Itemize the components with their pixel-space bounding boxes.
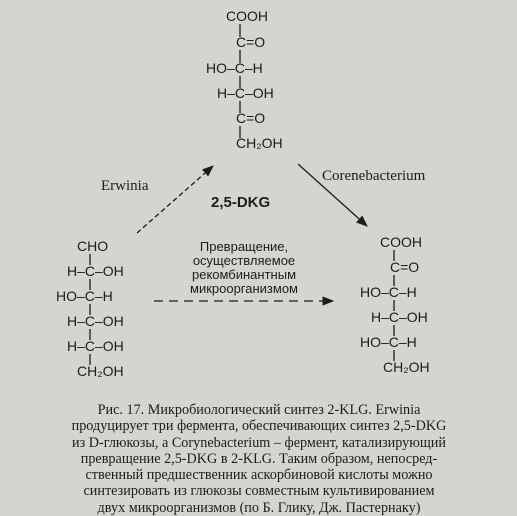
left-structure bbox=[56, 238, 124, 379]
top-line-2: HO–C–H bbox=[206, 60, 263, 76]
right-line-2: HO–C–H bbox=[360, 284, 417, 300]
arrow-to-2-5-dkg bbox=[137, 166, 213, 233]
left-line-4: H–C–OH bbox=[67, 338, 124, 354]
caption-line: превращение 2,5-DKG в 2-KLG. Таким образом, непосред- bbox=[80, 450, 438, 467]
left-line-3: H–C–OH bbox=[67, 313, 124, 329]
intermediate-label: 2,5-DKG bbox=[211, 194, 271, 211]
note-line-0: Превращение, bbox=[199, 239, 289, 254]
figure-caption bbox=[20, 402, 498, 516]
left-line-0: CHO bbox=[77, 238, 109, 254]
right-structure bbox=[360, 234, 430, 375]
right-line-3: H–C–OH bbox=[371, 309, 428, 325]
top-line-1: C=O bbox=[236, 34, 266, 50]
recombinant-note bbox=[190, 239, 298, 296]
top-line-5: CH₂OH bbox=[236, 135, 283, 151]
right-line-5: CH₂OH bbox=[383, 359, 430, 375]
note-line-2: рекомбинантным bbox=[191, 267, 297, 282]
note-line-1: осуществляемое bbox=[192, 253, 296, 268]
right-line-1: C=O bbox=[390, 259, 420, 275]
right-line-0: COOH bbox=[380, 234, 422, 250]
caption-line: из D-глюкозы, а Corynebacterium – фермент, катализирующий bbox=[72, 434, 446, 451]
organism-erwinia: Erwinia bbox=[101, 178, 149, 194]
caption-line: Рис. 17. Микробиологический синтез 2-KLG. Erwinia bbox=[97, 402, 421, 418]
caption-line: двух микроорганизмов (по Б. Глику, Дж. Пастернаку) bbox=[97, 499, 421, 516]
top-line-0: COOH bbox=[226, 8, 268, 24]
note-line-3: микроорганизмом bbox=[190, 281, 298, 296]
organism-corenebacterium: Corenebacterium bbox=[322, 168, 426, 184]
caption-line: продуцирует три фермента, обеспечивающих синтез 2,5-DKG bbox=[71, 418, 447, 435]
top-line-4: C=O bbox=[236, 110, 266, 126]
caption-line: ственный предшественник аскорбиновой кислоты можно bbox=[85, 467, 433, 484]
top-structure bbox=[206, 8, 283, 151]
left-line-1: H–C–OH bbox=[67, 263, 124, 279]
right-line-4: HO–C–H bbox=[360, 334, 417, 350]
top-line-3: H–C–OH bbox=[217, 85, 274, 101]
caption-line: синтезировать из глюкозы совместным культивированием bbox=[83, 483, 435, 500]
left-line-5: CH₂OH bbox=[77, 363, 124, 379]
left-line-2: HO–C–H bbox=[56, 288, 113, 304]
